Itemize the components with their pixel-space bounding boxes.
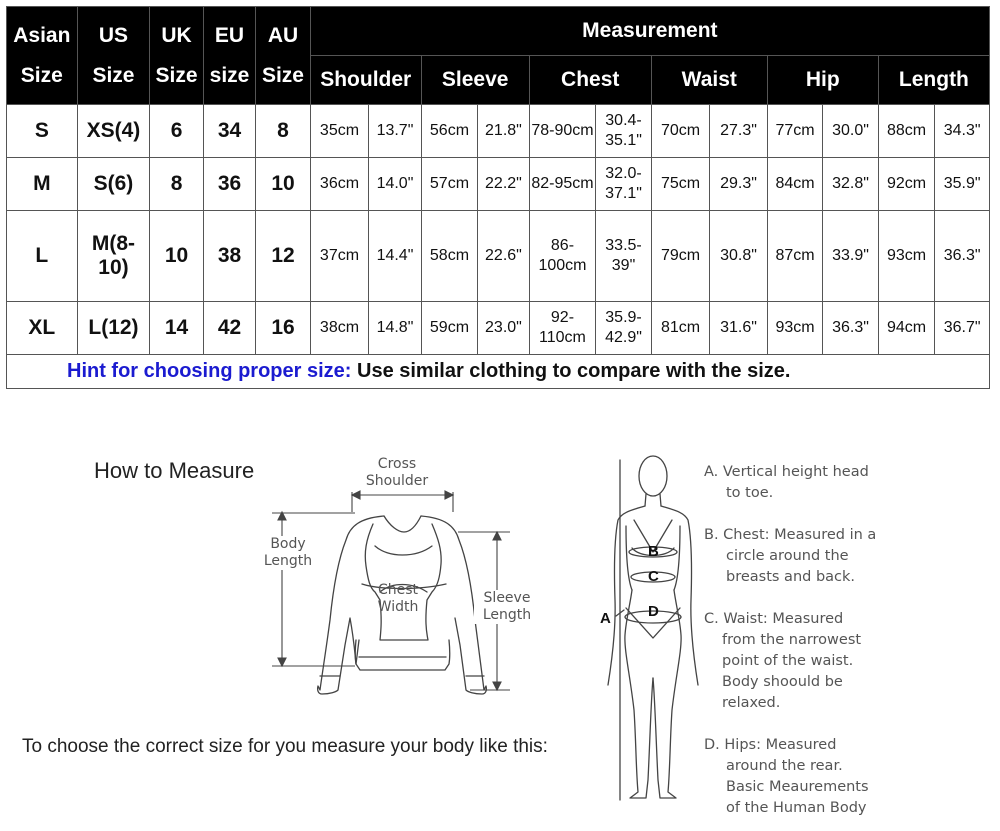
size-asian-cell: L (7, 211, 78, 302)
measurement-cell: 92cm (878, 158, 935, 211)
measurement-cell: 58cm (421, 211, 478, 302)
note-a: A. Vertical height head to toe. (704, 464, 869, 501)
note-d: D. Hips: Measured around the rear. Basic Meaurements of the Human Body (704, 737, 869, 816)
size-chart-table (6, 6, 990, 389)
note-c: C. Waist: Measured from the narrowest point of the waist. Body shoould be relaxed. (704, 611, 862, 711)
header-waist: Waist (651, 56, 767, 105)
size-asian-cell: XL (7, 302, 78, 355)
how-to-measure-section (0, 440, 1000, 831)
table-row (7, 302, 990, 355)
measurement-cell: 75cm (651, 158, 710, 211)
measurement-cell: 36.3" (823, 302, 879, 355)
size-asian-cell: M (7, 158, 78, 211)
measurement-cell: 81cm (651, 302, 710, 355)
measurement-cell: 57cm (421, 158, 478, 211)
header-hip: Hip (767, 56, 878, 105)
measurement-cell: 86-100cm (529, 211, 596, 302)
measurement-cell: 32.0-37.1" (596, 158, 652, 211)
body-length-label: Body Length (258, 536, 318, 570)
size-uk-cell: 8 (150, 158, 203, 211)
size-us-cell: L(12) (77, 302, 150, 355)
header-length: Length (878, 56, 989, 105)
measurement-cell: 93cm (767, 302, 823, 355)
measurement-cell: 84cm (767, 158, 823, 211)
measurement-cell: 31.6" (710, 302, 768, 355)
size-uk-cell: 14 (150, 302, 203, 355)
measurement-cell: 33.9" (823, 211, 879, 302)
measurement-cell: 70cm (651, 105, 710, 158)
measurement-cell: 56cm (421, 105, 478, 158)
measurement-cell: 87cm (767, 211, 823, 302)
choose-size-instruction: To choose the correct size for you measure your body like this: (22, 736, 548, 757)
size-asian-cell: S (7, 105, 78, 158)
measurement-cell: 29.3" (710, 158, 768, 211)
measurement-cell: 23.0" (478, 302, 529, 355)
size-uk-cell: 10 (150, 211, 203, 302)
size-eu-cell: 36 (203, 158, 255, 211)
cross-shoulder-label: Cross Shoulder (365, 456, 429, 489)
measurement-cell: 94cm (878, 302, 935, 355)
measurement-cell: 21.8" (478, 105, 529, 158)
header-eu-size: EU size (203, 7, 255, 105)
measurement-cell: 37cm (310, 211, 369, 302)
measurement-cell: 14.4" (369, 211, 421, 302)
size-us-cell: XS(4) (77, 105, 150, 158)
measurement-cell: 14.8" (369, 302, 421, 355)
body-letter-d: D (648, 603, 659, 620)
measurement-cell: 77cm (767, 105, 823, 158)
measurement-cell: 36cm (310, 158, 369, 211)
measurement-cell: 35cm (310, 105, 369, 158)
measurement-cell: 59cm (421, 302, 478, 355)
header-chest: Chest (529, 56, 651, 105)
measurement-cell: 78-90cm (529, 105, 596, 158)
measurement-cell: 79cm (651, 211, 710, 302)
measurement-cell: 88cm (878, 105, 935, 158)
measurement-cell: 93cm (878, 211, 935, 302)
size-au-cell: 10 (256, 158, 310, 211)
measurement-cell: 30.4-35.1" (596, 105, 652, 158)
size-eu-cell: 34 (203, 105, 255, 158)
measurement-cell: 38cm (310, 302, 369, 355)
size-us-cell: M(8-10) (77, 211, 150, 302)
header-us-size: US Size (77, 7, 150, 105)
measurement-cell: 36.7" (935, 302, 990, 355)
measurement-cell: 30.8" (710, 211, 768, 302)
measurement-cell: 34.3" (935, 105, 990, 158)
size-au-cell: 16 (256, 302, 310, 355)
header-au-size: AU Size (256, 7, 310, 105)
size-hint (7, 355, 990, 389)
table-row (7, 211, 990, 302)
measurement-cell: 35.9-42.9" (596, 302, 652, 355)
measurement-cell: 33.5-39" (596, 211, 652, 302)
measurement-cell: 22.6" (478, 211, 529, 302)
measurement-cell: 27.3" (710, 105, 768, 158)
hint-label: Hint for choosing proper size: (67, 360, 352, 382)
table-row (7, 105, 990, 158)
measurement-cell: 22.2" (478, 158, 529, 211)
body-letter-b: B (648, 543, 659, 560)
measurement-cell: 36.3" (935, 211, 990, 302)
size-eu-cell: 42 (203, 302, 255, 355)
header-measurement: Measurement (310, 7, 989, 56)
measurement-cell: 32.8" (823, 158, 879, 211)
header-asian-size: Asian Size (7, 7, 78, 105)
table-row (7, 158, 990, 211)
measurement-cell: 35.9" (935, 158, 990, 211)
size-table-body (7, 105, 990, 355)
size-uk-cell: 6 (150, 105, 203, 158)
how-to-measure-title: How to Measure (94, 458, 255, 483)
header-sleeve: Sleeve (421, 56, 529, 105)
measurement-cell: 82-95cm (529, 158, 596, 211)
size-eu-cell: 38 (203, 211, 255, 302)
note-b: B. Chest: Measured in a circle around the breasts and back. (704, 527, 877, 585)
measurement-cell: 13.7" (369, 105, 421, 158)
header-shoulder: Shoulder (310, 56, 421, 105)
size-au-cell: 8 (256, 105, 310, 158)
measurement-cell: 92-110cm (529, 302, 596, 355)
size-us-cell: S(6) (77, 158, 150, 211)
measurement-cell: 30.0" (823, 105, 879, 158)
hint-text: Use similar clothing to compare with the size. (351, 360, 791, 382)
body-letter-c: C (648, 568, 659, 585)
body-letter-a: A (600, 610, 611, 627)
size-au-cell: 12 (256, 211, 310, 302)
measurement-cell: 14.0" (369, 158, 421, 211)
sleeve-length-label: Sleeve Length (474, 590, 540, 624)
chest-width-label: Chest Width (377, 582, 419, 615)
header-uk-size: UK Size (150, 7, 203, 105)
